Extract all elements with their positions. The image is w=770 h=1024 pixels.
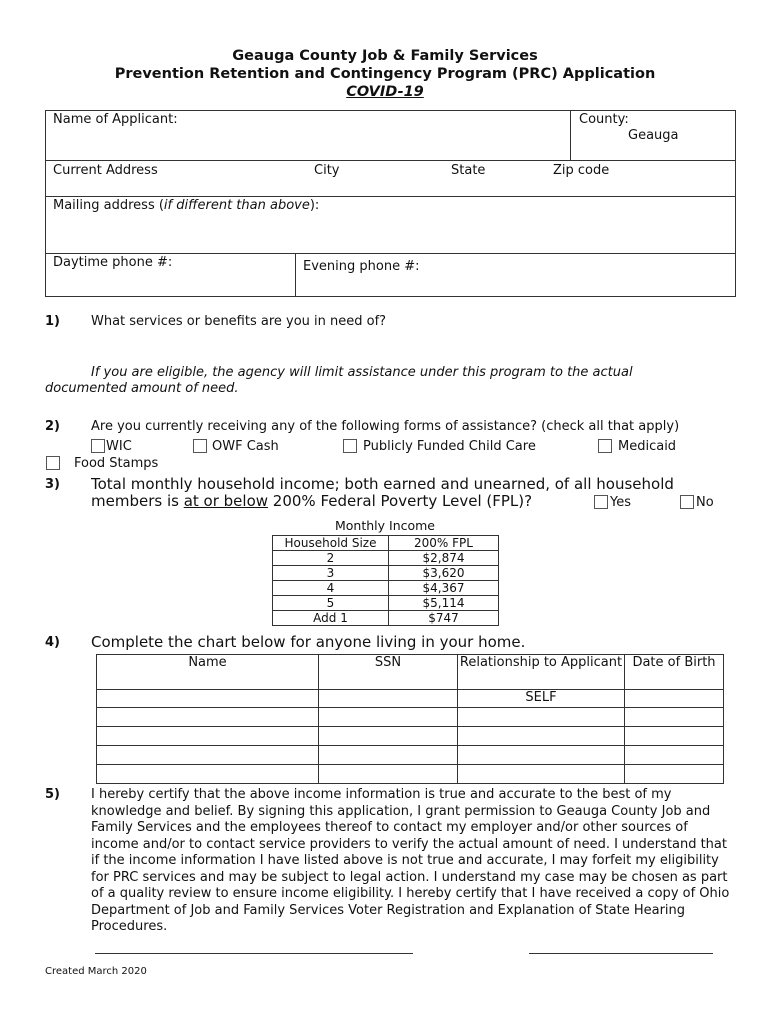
fpl-table-caption: Monthly Income xyxy=(334,518,436,533)
question-5-number: 5) xyxy=(45,787,60,802)
question-1-note: If you are eligible, the agency will limit assistance under this program to the actual xyxy=(91,365,633,380)
table-row: 2 $2,874 xyxy=(273,551,499,566)
hh-cell[interactable] xyxy=(625,746,724,765)
zip-code-field[interactable]: Zip code xyxy=(553,163,610,178)
table-row xyxy=(97,727,724,746)
wic-checkbox[interactable] xyxy=(91,439,105,453)
fpl-yes-checkbox[interactable] xyxy=(594,495,608,509)
hh-cell[interactable] xyxy=(625,727,724,746)
hh-self-cell: SELF xyxy=(458,690,625,708)
table-row xyxy=(97,690,724,708)
fpl-header-fpl: 200% FPL xyxy=(389,536,499,551)
hh-cell[interactable] xyxy=(319,727,458,746)
fpl-table xyxy=(272,535,499,626)
applicant-signature-line[interactable] xyxy=(95,953,413,954)
hh-cell[interactable] xyxy=(458,765,625,784)
hh-header-ssn: SSN xyxy=(319,655,458,690)
current-address-field[interactable]: Current Address xyxy=(53,163,158,178)
hh-cell[interactable] xyxy=(97,746,319,765)
hh-cell[interactable] xyxy=(97,708,319,727)
fpl-header-household: Household Size xyxy=(273,536,389,551)
hh-cell[interactable] xyxy=(625,690,724,708)
food-stamps-checkbox[interactable] xyxy=(46,456,60,470)
form-title: Geauga County Job & Family Services xyxy=(232,48,538,64)
table-row xyxy=(97,708,724,727)
hh-cell[interactable] xyxy=(97,690,319,708)
date-signature-line[interactable] xyxy=(529,953,713,954)
county-label: County: xyxy=(579,112,629,127)
hh-cell[interactable] xyxy=(319,746,458,765)
covid-tag: COVID-19 xyxy=(346,84,424,100)
child-care-checkbox[interactable] xyxy=(343,439,357,453)
created-date: Created March 2020 xyxy=(45,966,147,977)
hh-cell[interactable] xyxy=(458,708,625,727)
state-field[interactable]: State xyxy=(451,163,486,178)
hh-cell[interactable] xyxy=(97,727,319,746)
name-of-applicant-field[interactable]: Name of Applicant: xyxy=(53,112,178,127)
mailing-address-field[interactable]: Mailing address (if different than above): xyxy=(53,198,320,213)
household-members-table xyxy=(96,654,724,784)
question-1-note-cont: documented amount of need. xyxy=(45,381,239,396)
fpl-no-label: No xyxy=(696,495,714,510)
wic-label: WIC xyxy=(106,439,132,454)
child-care-label: Publicly Funded Child Care xyxy=(363,439,536,454)
question-1-text: What services or benefits are you in need of? xyxy=(91,314,387,329)
food-stamps-label: Food Stamps xyxy=(74,456,159,471)
hh-header-dob: Date of Birth xyxy=(625,655,724,690)
evening-phone-field[interactable]: Evening phone #: xyxy=(303,259,420,274)
table-row: 3 $3,620 xyxy=(273,566,499,581)
question-2-text: Are you currently receiving any of the following forms of assistance? (check all that apply) xyxy=(91,419,680,434)
form-subtitle: Prevention Retention and Contingency Program (PRC) Application xyxy=(114,66,656,82)
question-3-number: 3) xyxy=(45,477,60,492)
question-3-text: Total monthly household income; both earned and unearned, of all household xyxy=(91,475,674,493)
county-value: Geauga xyxy=(628,128,679,143)
question-2-number: 2) xyxy=(45,419,60,434)
question-4-text: Complete the chart below for anyone living in your home. xyxy=(91,633,526,651)
hh-header-relationship: Relationship to Applicant xyxy=(458,655,625,690)
question-1-number: 1) xyxy=(45,314,60,329)
table-row xyxy=(97,765,724,784)
owf-cash-label: OWF Cash xyxy=(212,439,279,454)
hh-cell[interactable] xyxy=(625,765,724,784)
fpl-yes-label: Yes xyxy=(610,495,631,510)
table-row: 5 $5,114 xyxy=(273,596,499,611)
medicaid-label: Medicaid xyxy=(618,439,677,454)
table-row: 4 $4,367 xyxy=(273,581,499,596)
table-row xyxy=(97,746,724,765)
city-field[interactable]: City xyxy=(314,163,340,178)
hh-cell[interactable] xyxy=(458,746,625,765)
hh-cell[interactable] xyxy=(625,708,724,727)
daytime-phone-field[interactable]: Daytime phone #: xyxy=(53,255,173,270)
hh-cell[interactable] xyxy=(319,690,458,708)
owf-cash-checkbox[interactable] xyxy=(193,439,207,453)
certification-text: I hereby certify that the above income information is true and accurate to the best of my knowledge and belief. By signing this application, I grant permission to Geauga County Job and Family Services and the employees thereof to contact my employer and/or other sources of income and/or to contact service providers to verify the actual amount of need. I understand that if the income information I have listed above is not true and accurate, I may forfeit my eligibility for PRC services and may be subject to legal action. I understand my case may be chosen as part of a quality review to ensure income eligibility. I hereby certify that I have received a copy of Ohio Department of Job and Family Services Voter Registration and Explanation of State Hearing Procedures. xyxy=(91,787,730,934)
question-3-text-cont: members is at or below 200% Federal Poverty Level (FPL)? xyxy=(91,492,533,510)
hh-header-name: Name xyxy=(97,655,319,690)
table-row: Add 1 $747 xyxy=(273,611,499,626)
question-4-number: 4) xyxy=(45,635,60,650)
hh-cell[interactable] xyxy=(97,765,319,784)
fpl-no-checkbox[interactable] xyxy=(680,495,694,509)
medicaid-checkbox[interactable] xyxy=(598,439,612,453)
hh-cell[interactable] xyxy=(319,708,458,727)
hh-cell[interactable] xyxy=(319,765,458,784)
hh-cell[interactable] xyxy=(458,727,625,746)
